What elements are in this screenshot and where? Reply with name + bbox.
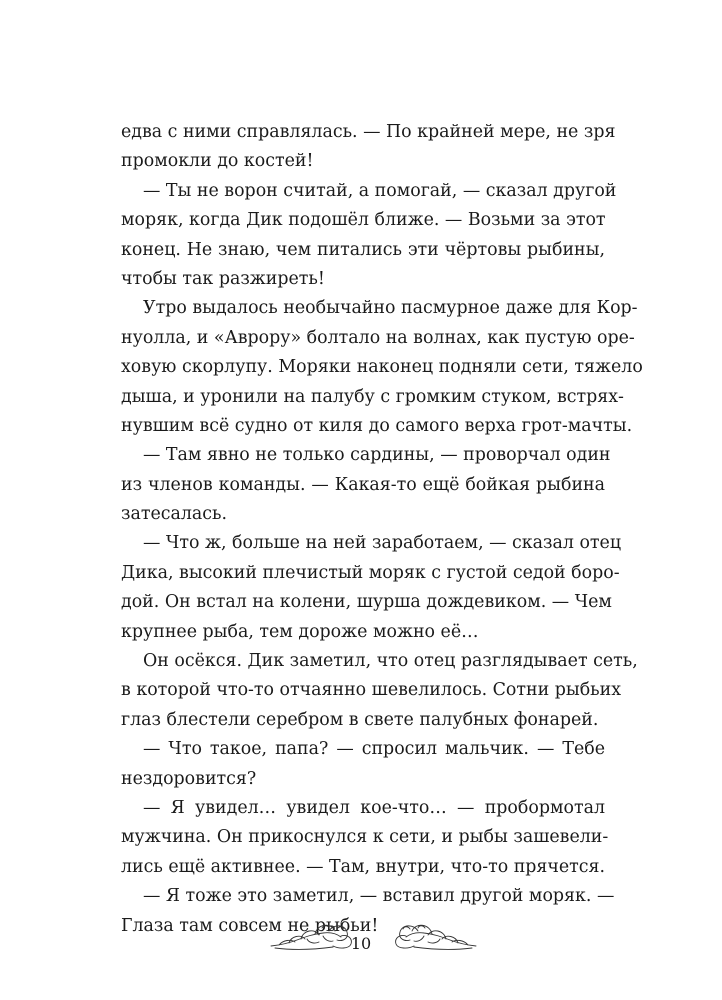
text-line: нездоровится? bbox=[121, 768, 257, 789]
text-line: Он осёкся. Дик заметил, что отец разглядывает сеть, bbox=[143, 651, 638, 672]
text-line: Дика, высокий плечистый моряк с густой седой боро- bbox=[121, 562, 620, 583]
text-line: из членов команды. — Какая-то ещё бойкая рыбина bbox=[121, 474, 605, 495]
text-line: затесалась. bbox=[121, 504, 228, 525]
text-line: мужчина. Он прикоснулся к сети, и рыбы зашевели- bbox=[121, 827, 609, 848]
text-line: дой. Он встал на колени, шурша дождевиком. — Чем bbox=[121, 592, 612, 613]
page-number: 10 bbox=[350, 934, 372, 953]
text-line: глаз блестели серебром в свете палубных фонарей. bbox=[121, 709, 599, 730]
text-line: — Что ж, больше на ней заработаем, — сказал отец bbox=[143, 533, 622, 554]
text-line: — Ты не ворон считай, а помогай, — сказал другой bbox=[143, 180, 617, 201]
text-line: — Там явно не только сардины, — проворчал один bbox=[143, 445, 611, 466]
body-text bbox=[121, 118, 643, 941]
text-line: — Я увидел… увидел кое-что… — пробормотал bbox=[143, 797, 605, 818]
text-line: — Я тоже это заметил, — вставил другой моряк. — bbox=[143, 886, 615, 907]
text-line: дыша, и уронили на палубу с громким стуком, встрях- bbox=[121, 386, 624, 407]
text-line: Глаза там совсем не рыбьи! bbox=[121, 915, 379, 936]
text-line: лись ещё активнее. — Там, внутри, что-то прячется. bbox=[121, 856, 606, 877]
page-footer bbox=[0, 912, 722, 972]
text-line: конец. Не знаю, чем питались эти чёртовы рыбины, bbox=[121, 239, 605, 260]
text-line: едва с ними справлялась. — По крайней мере, не зря bbox=[121, 122, 616, 142]
cloud-ornament-right-icon bbox=[380, 912, 480, 960]
text-line: промокли до костей! bbox=[121, 151, 314, 172]
text-line: моряк, когда Дик подошёл ближе. — Возьми за этот bbox=[121, 210, 606, 231]
text-line: — Что такое, папа? — спросил мальчик. — Тебе bbox=[143, 739, 605, 760]
text-line: крупнее рыба, тем дороже можно её… bbox=[121, 621, 479, 642]
text-line: ховую скорлупу. Моряки наконец подняли сети, тяжело bbox=[121, 357, 643, 378]
text-line: чтобы так разжиреть! bbox=[121, 268, 325, 289]
text-line: Утро выдалось необычайно пасмурное даже для Кор- bbox=[143, 298, 638, 319]
text-line: в которой что-то отчаянно шевелилось. Сотни рыбьих bbox=[121, 680, 622, 701]
text-line: нуолла, и «Аврору» болтало на волнах, как пустую оре- bbox=[121, 327, 635, 348]
text-line: нувшим всё судно от киля до самого верха грот-мачты. bbox=[121, 415, 633, 436]
